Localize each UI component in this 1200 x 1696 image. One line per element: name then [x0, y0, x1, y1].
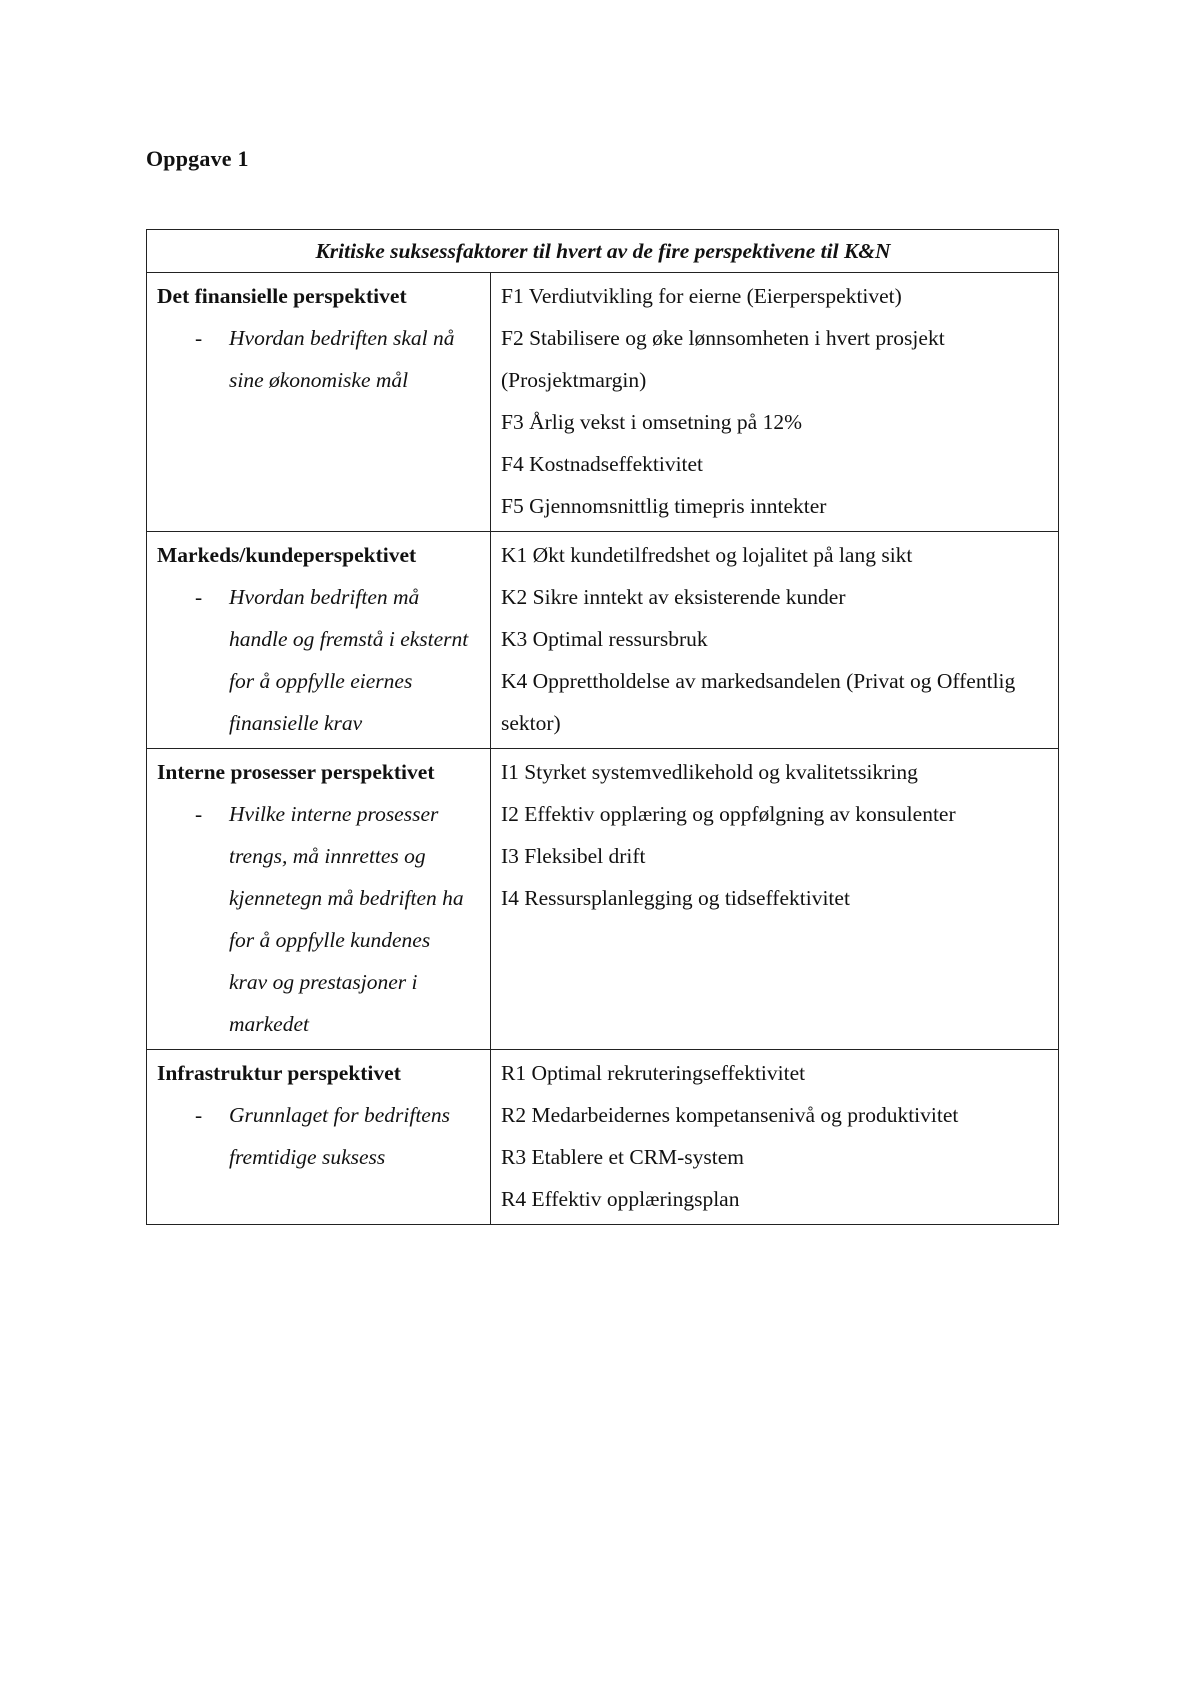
perspective-description-text: Hvilke interne prosesser trengs, må innrettes og kjennetegn må bedriften ha for å oppfylle kundenes krav og prestasjoner i markedet [229, 802, 464, 1036]
factor-item: F5 Gjennomsnittlig timepris inntekter [501, 494, 827, 518]
factor-item: K2 Sikre inntekt av eksisterende kunder [501, 585, 846, 609]
table-title: Kritiske suksessfaktorer til hvert av de fire perspektivene til K&N [147, 230, 1059, 273]
table-row [147, 1050, 1059, 1225]
perspective-title: Interne prosesser perspektivet [157, 760, 435, 784]
perspective-cell [147, 749, 491, 1050]
factor-item: I3 Fleksibel drift [501, 844, 646, 868]
list-dash: - [195, 802, 203, 826]
factor-item: I2 Effektiv opplæring og oppfølgning av konsulenter [501, 802, 956, 826]
table-row [147, 749, 1059, 1050]
perspective-description-text: Hvordan bedriften skal nå sine økonomiske mål [229, 326, 455, 392]
factor-item: R1 Optimal rekruteringseffektivitet [501, 1061, 806, 1085]
list-dash: - [195, 326, 203, 350]
list-dash: - [195, 585, 203, 609]
factors-cell [491, 273, 1059, 532]
factor-item: R2 Medarbeidernes kompetansenivå og produktivitet [501, 1103, 959, 1127]
perspective-title: Det finansielle perspektivet [157, 284, 407, 308]
factor-item: F2 Stabilisere og øke lønnsomheten i hvert prosjekt (Prosjektmargin) [501, 326, 945, 392]
factor-item: I1 Styrket systemvedlikehold og kvalitetssikring [501, 760, 918, 784]
factor-item: K1 Økt kundetilfredshet og lojalitet på lang sikt [501, 543, 913, 567]
factors-cell [491, 749, 1059, 1050]
perspective-description [157, 317, 481, 401]
list-dash: - [195, 1103, 203, 1127]
perspective-cell [147, 532, 491, 749]
perspective-title: Infrastruktur perspektivet [157, 1061, 401, 1085]
table-row [147, 532, 1059, 749]
success-factors-table [146, 229, 1059, 1225]
perspective-description-text: Grunnlaget for bedriftens fremtidige suksess [229, 1103, 450, 1169]
factor-item: K3 Optimal ressursbruk [501, 627, 708, 651]
table-title-row [147, 230, 1059, 273]
perspective-cell [147, 273, 491, 532]
perspective-title: Markeds/kundeperspektivet [157, 543, 417, 567]
factors-cell [491, 532, 1059, 749]
factor-item: F4 Kostnadseffektivitet [501, 452, 704, 476]
factor-item: I4 Ressursplanlegging og tidseffektivitet [501, 886, 850, 910]
perspective-description [157, 793, 481, 1045]
perspective-cell [147, 1050, 491, 1225]
perspective-description [157, 576, 481, 744]
perspective-description [157, 1094, 481, 1178]
factor-item: K4 Opprettholdelse av markedsandelen (Privat og Offentlig sektor) [501, 669, 1016, 735]
factor-item: R4 Effektiv opplæringsplan [501, 1187, 740, 1211]
factor-item: F1 Verdiutvikling for eierne (Eierperspektivet) [501, 284, 902, 308]
factor-item: F3 Årlig vekst i omsetning på 12% [501, 410, 802, 434]
table-row [147, 273, 1059, 532]
factors-cell [491, 1050, 1059, 1225]
factor-item: R3 Etablere et CRM-system [501, 1145, 745, 1169]
document-heading: Oppgave 1 [146, 146, 249, 171]
perspective-description-text: Hvordan bedriften må handle og fremstå i eksternt for å oppfylle eiernes finansielle krav [229, 585, 469, 735]
